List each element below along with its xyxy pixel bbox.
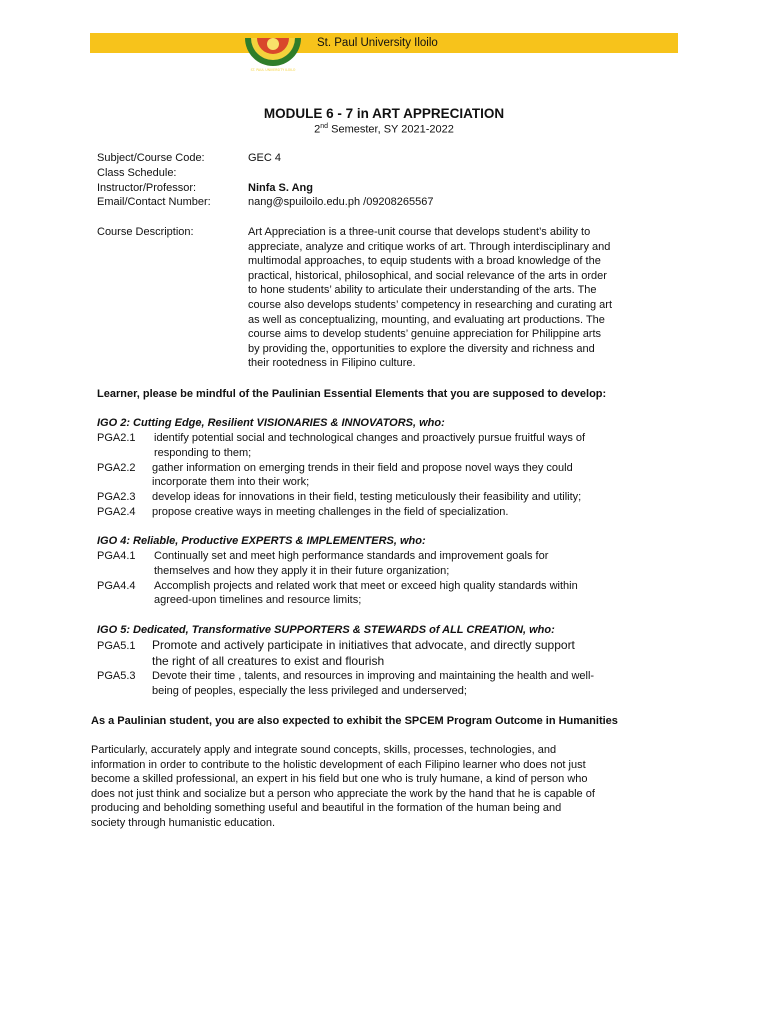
closing-paragraph <box>91 743 595 831</box>
pga-text: identify potential social and technological changes and proactively pursue fruitful ways of <box>154 432 586 444</box>
pga-text: develop ideas for innovations in their field, testing meticulously their feasibility and utility; <box>152 491 582 503</box>
description-line: their rootedness in Filipino culture. <box>248 357 416 370</box>
igo5-heading: IGO 5: Dedicated, Transformative SUPPORTERS & STEWARDS of ALL CREATION, who: <box>97 624 555 636</box>
pga-code: PGA2.4 <box>97 506 136 518</box>
description-line: to hone students’ ability to articulate their understanding of the arts. The <box>248 284 597 297</box>
pga-text: propose creative ways in meeting challenges in the field of specialization. <box>152 506 509 518</box>
description-line: multimodal approaches, to equip students with a broad knowledge of the <box>248 255 601 268</box>
spcem-heading: As a Paulinian student, you are also expected to exhibit the SPCEM Program Outcome in Humanities <box>91 715 618 727</box>
course-description <box>248 225 612 371</box>
description-line: course also develops students’ competency in researching and curating art <box>248 298 613 311</box>
description-line: as well as conceptualizing, mounting, and evaluating art productions. The <box>248 313 605 326</box>
university-name: St. Paul University Iloilo <box>317 37 438 49</box>
pga-text-cont: responding to them; <box>154 447 252 459</box>
pga-code: PGA5.1 <box>97 640 136 652</box>
pga-code: PGA2.2 <box>97 462 136 474</box>
closing-line: producing and beholding something useful and beautiful in the formation of the human being and <box>91 802 562 815</box>
description-label: Course Description: <box>97 226 194 238</box>
pga-text-cont: being of peoples, especially the less privileged and underserved; <box>152 685 467 697</box>
pga-text: gather information on emerging trends in their field and propose novel ways they could <box>152 462 573 474</box>
instructor-label: Instructor/Professor: <box>97 182 197 194</box>
closing-line: society through humanistic education. <box>91 816 276 829</box>
pga-code: PGA4.1 <box>97 550 136 562</box>
pga-code: PGA4.4 <box>97 580 136 592</box>
description-line: appreciate, analyze and critique works of art. Through interdisciplinary and <box>248 240 611 253</box>
closing-line: Particularly, accurately apply and integrate sound concepts, skills, processes, technologies, and <box>91 744 557 756</box>
pga-text: Accomplish projects and related work that meet or exceed high quality standards within <box>154 580 578 592</box>
pga-text: Devote their time , talents, and resources in improving and maintaining the health and well- <box>152 670 595 682</box>
pga-text-cont: incorporate them into their work; <box>152 476 310 488</box>
pga-text-cont: the right of all creatures to exist and flourish <box>152 654 385 668</box>
closing-line: become a skilled professional, an expert in his field but one who is truly humane, a kind of person who <box>91 773 588 786</box>
page-title: MODULE 6 - 7 in ART APPRECIATION <box>263 106 505 121</box>
schedule-label: Class Schedule: <box>97 167 177 179</box>
pga-text-cont: themselves and how they apply it in their future organization; <box>154 565 450 577</box>
logo-lettering: ST. PAUL UNIVERSITY ILOILO <box>250 68 296 72</box>
pga-text: Continually set and meet high performance standards and improvement goals for <box>154 550 549 562</box>
igo2-heading: IGO 2: Cutting Edge, Resilient VISIONARIES & INNOVATORS, who: <box>97 417 445 429</box>
pga-text: Promote and actively participate in initiatives that advocate, and directly support <box>152 638 575 652</box>
description-line: course aims to develop students’ genuine appreciation for Philippine arts <box>248 328 602 341</box>
pga-code: PGA5.3 <box>97 670 136 682</box>
header-bar <box>90 33 678 53</box>
instructor-value: Ninfa S. Ang <box>248 182 313 194</box>
closing-line: does not just think and socialize but a person who appreciate the work by the hand that he is capable of <box>91 787 595 800</box>
description-line: practical, historical, philosophical, and social relevance of the arts in order <box>248 269 607 282</box>
learner-note: Learner, please be mindful of the Paulinian Essential Elements that you are supposed to develop: <box>97 388 607 400</box>
university-logo <box>243 38 303 78</box>
description-line: Art Appreciation is a three-unit course that develops student’s ability to <box>248 226 591 238</box>
pga-code: PGA2.3 <box>97 491 136 503</box>
email-value: nang@spuiloilo.edu.ph /09208265567 <box>248 196 434 208</box>
subject-label: Subject/Course Code: <box>97 152 205 164</box>
subject-value: GEC 4 <box>248 152 282 164</box>
pga-text-cont: agreed-upon timelines and resource limits; <box>154 594 362 606</box>
pga-code: PGA2.1 <box>97 432 136 444</box>
description-line: by providing the, opportunities to explore the diversity and richness and <box>248 342 595 355</box>
semester-line: 2nd Semester, SY 2021-2022 <box>314 123 454 136</box>
email-label: Email/Contact Number: <box>97 196 211 208</box>
igo4-heading: IGO 4: Reliable, Productive EXPERTS & IMPLEMENTERS, who: <box>97 535 426 547</box>
closing-line: information in order to contribute to the holistic development of each Filipino learner who does not just <box>91 758 586 771</box>
